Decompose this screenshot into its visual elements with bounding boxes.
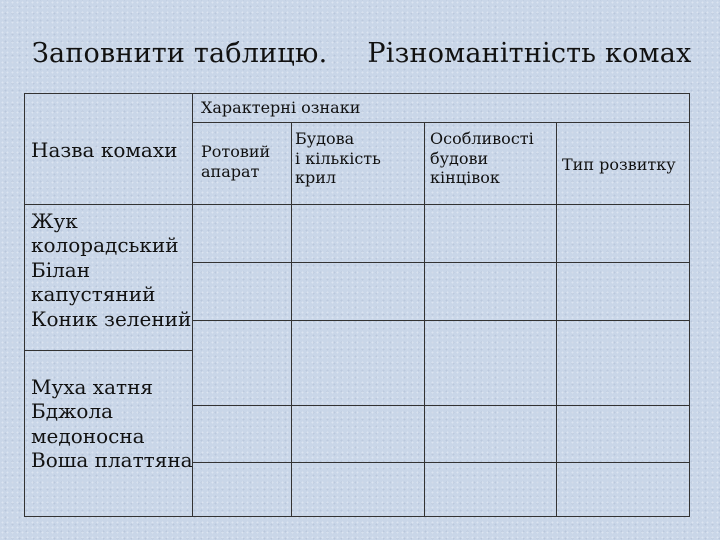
header-wings-line1: Будова	[295, 129, 355, 148]
answer-cell	[291, 462, 425, 517]
header-wings-line2: і кількість	[295, 148, 381, 168]
header-development-text: Тип розвитку	[562, 155, 676, 174]
header-wings-line3: крил	[295, 168, 337, 188]
insect-group-1	[24, 204, 193, 351]
header-mouthparts	[192, 122, 292, 205]
header-insect-name-text: Назва комахи	[31, 138, 178, 162]
answer-cell	[556, 320, 690, 406]
answer-cell	[556, 462, 690, 517]
answer-cell	[424, 262, 557, 321]
header-characteristics-text: Характерні ознаки	[201, 98, 361, 117]
insect-cabbage-white-line1: Білан	[31, 257, 91, 282]
header-mouthparts-line2: апарат	[201, 161, 260, 181]
answer-cell	[424, 462, 557, 517]
answer-cell	[291, 320, 425, 406]
answer-cell	[192, 462, 292, 517]
insect-green-grasshopper: Коник зелений	[31, 306, 192, 331]
answer-cell	[424, 320, 557, 406]
answer-cell	[192, 405, 292, 463]
answer-cell	[424, 405, 557, 463]
answer-cell	[291, 262, 425, 321]
answer-cell	[291, 405, 425, 463]
header-insect-name	[24, 93, 193, 205]
header-limbs-line1: Особливості	[430, 129, 534, 148]
header-wings	[291, 122, 425, 205]
insect-body-louse: Воша платтяна	[31, 448, 193, 473]
insect-colorado-beetle-line2: колорадський	[31, 233, 179, 258]
answer-cell	[192, 204, 292, 263]
title-topic: Різноманітність комах	[367, 38, 692, 69]
header-limbs-line2: будови	[430, 148, 489, 168]
insect-housefly: Муха хатня	[31, 375, 154, 399]
insect-cabbage-white-line2: капустяний	[31, 282, 156, 307]
insect-honeybee-line2: медоносна	[31, 423, 145, 448]
answer-cell	[556, 405, 690, 463]
answer-cell	[291, 204, 425, 263]
insect-honeybee-line1: Бджола	[31, 399, 114, 424]
answer-cell	[192, 320, 292, 406]
insect-group-2	[24, 350, 193, 517]
answer-cell	[192, 262, 292, 321]
answer-cell	[556, 204, 690, 263]
title-task: Заповнити таблицю.	[32, 38, 328, 69]
header-development	[556, 122, 690, 205]
header-limbs	[424, 122, 557, 205]
slide-title	[32, 38, 691, 69]
answer-cell	[556, 262, 690, 321]
insect-table	[24, 93, 690, 517]
answer-cell	[424, 204, 557, 263]
header-limbs-line3: кінцівок	[430, 168, 500, 188]
insect-colorado-beetle-line1: Жук	[31, 209, 78, 233]
header-mouthparts-line1: Ротовий	[201, 142, 271, 161]
header-characteristics	[192, 93, 690, 123]
